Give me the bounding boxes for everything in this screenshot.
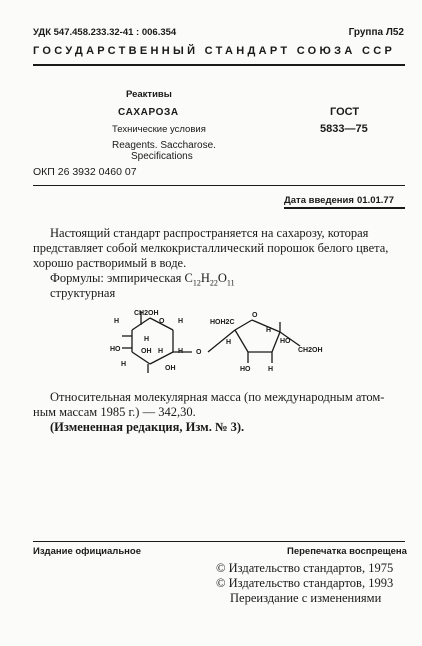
intro-date-rule [284, 207, 405, 209]
group-code: Группа Л52 [348, 27, 404, 38]
standard-name: САХАРОЗА [118, 107, 179, 118]
ring-h-1: H [114, 318, 120, 325]
ring-h-6: H [121, 361, 127, 368]
formula-o-subscript: 11 [226, 278, 235, 288]
ring-h-5: H [178, 348, 184, 355]
ring-ho-3: HO [240, 366, 251, 373]
english-title-line1: Reagents. Saccharose. [112, 140, 216, 151]
revision-note: (Измененная редакция, Изм. № 3). [50, 420, 245, 434]
ring-ho-1: HO [110, 346, 121, 353]
ch2oh-top-label: CH2OH [134, 310, 159, 317]
formula-h-subscript: 22 [209, 278, 218, 288]
title-rule [33, 185, 405, 186]
ring-o-2: O [252, 312, 258, 319]
mass-line-1: Относительная молекулярная масса (по международным атом- [50, 390, 385, 404]
paragraph-line-3: хорошо растворимый в воде. [33, 256, 187, 270]
gost-label: ГОСТ [330, 106, 360, 118]
standard-subtitle: Технические условия [112, 124, 206, 135]
ring-o-1: O [159, 318, 165, 325]
ring-ho-2: HO [280, 338, 291, 345]
paragraph-line-2: представляет собой мелкокристаллический порошок белого цвета, [33, 241, 389, 255]
ring-h-3: H [144, 336, 150, 343]
copyright-1975: © Издательство стандартов, 1975 [216, 561, 394, 575]
ring-h-2: H [178, 318, 184, 325]
intro-date-label: Дата введения [284, 195, 354, 206]
english-title-line2: Specifications [131, 151, 193, 162]
ring-oh-1: OH [141, 348, 152, 355]
ring-oh-2: OH [165, 365, 176, 372]
mass-line-2: ным массам 1985 г.) — 342,30. [33, 405, 196, 419]
reedition-note: Переиздание с изменениями [230, 591, 382, 605]
structural-label: структурная [50, 286, 116, 300]
ring-h-4: H [158, 348, 164, 355]
formula-o: O [217, 271, 227, 285]
formula-label: Формулы: эмпирическая C [50, 271, 193, 285]
footer-rule [33, 541, 405, 542]
ch2oh-right-label: CH2OH [298, 347, 323, 354]
ring-h-9: H [268, 366, 274, 373]
okp-code: ОКП 26 3932 0460 07 [33, 166, 137, 178]
formula-c-subscript: 12 [192, 278, 201, 288]
official-edition: Издание официальное [33, 546, 141, 557]
formula-h: H [200, 271, 210, 285]
hoh2c-label: HOH2C [210, 319, 235, 326]
ring-h-7: H [226, 339, 232, 346]
paragraph-line-1: Настоящий стандарт распространяется на сахарозу, которая [50, 226, 369, 240]
category-label: Реактивы [126, 89, 172, 100]
state-standard-title: ГОСУДАРСТВЕННЫЙ СТАНДАРТ СОЮЗА ССР [33, 45, 396, 57]
glycosidic-o: O [196, 349, 202, 356]
intro-date-value: 01.01.77 [357, 195, 394, 206]
gost-number: 5833—75 [320, 123, 368, 135]
reprint-notice: Перепечатка воспрещена [287, 546, 407, 557]
ring-h-8: H [266, 327, 272, 334]
copyright-1993: © Издательство стандартов, 1993 [216, 576, 394, 590]
header-rule [33, 64, 405, 66]
udk-code: УДК 547.458.233.32-41 : 006.354 [33, 27, 177, 38]
sucrose-structure [100, 308, 340, 383]
